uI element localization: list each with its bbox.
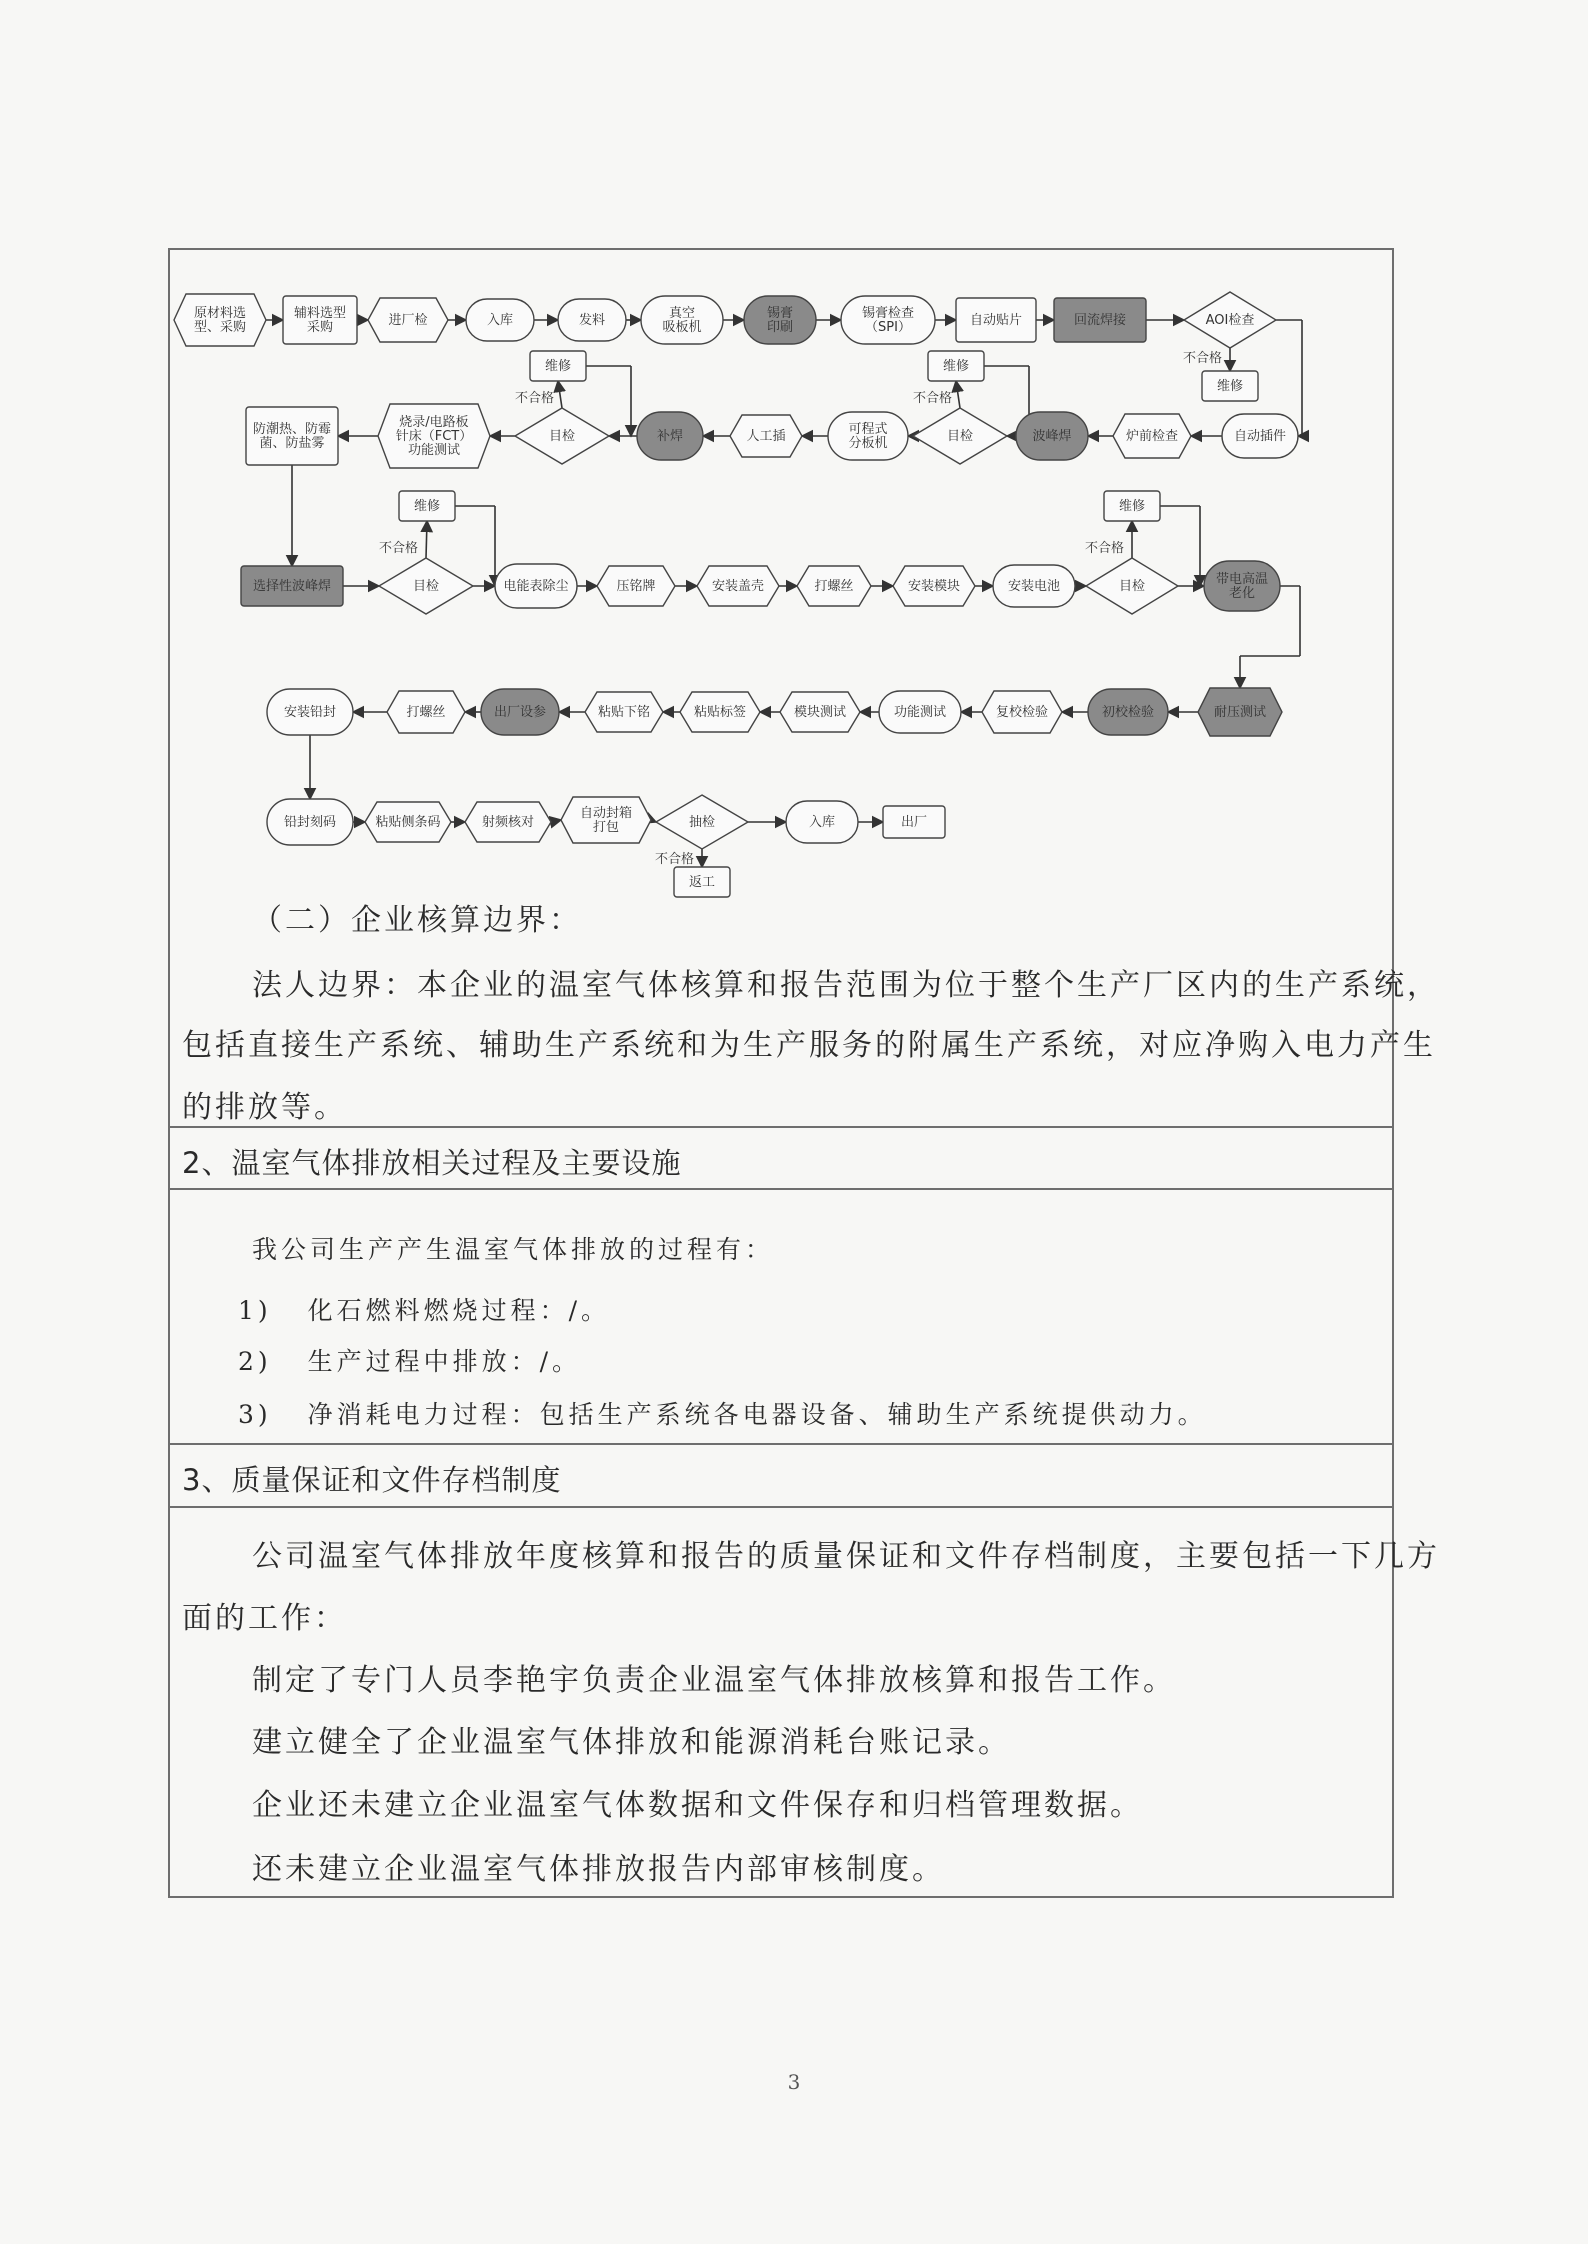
- flow-node-label: 打包: [592, 820, 620, 835]
- section2-intro: 我公司生产产生温室气体排放的过程有：: [252, 1235, 775, 1264]
- flow-node-label: 粘贴标签: [693, 705, 747, 720]
- flow-arrow: [426, 521, 427, 558]
- fail-label: 不合格: [912, 391, 952, 406]
- flow-node-label: 波峰焊: [1032, 429, 1072, 444]
- flow-node-label: 电能表除尘: [503, 579, 569, 594]
- section2-item-3: [238, 1395, 1207, 1431]
- flow-node-label: 自动插件: [1233, 429, 1287, 444]
- flow-node-label: 型、采购: [193, 320, 247, 335]
- fail-label: 不合格: [378, 541, 418, 556]
- flow-node-label: 可程式: [848, 422, 888, 437]
- boundary-heading: （二）企业核算边界：: [252, 903, 582, 938]
- flow-node-label: 防潮热、防霉: [252, 422, 332, 437]
- flow-node-label: 目检: [412, 579, 440, 594]
- flow-node-label: （SPI）: [865, 320, 911, 335]
- section3-line-3: 制定了专门人员李艳宇负责企业温室气体排放核算和报告工作。: [252, 1663, 1176, 1698]
- flow-node-label: 出厂设参: [493, 705, 547, 720]
- flow-node-label: 粘贴侧条码: [375, 815, 441, 830]
- fail-label: 不合格: [654, 852, 694, 867]
- flow-node-label: 辅料选型: [293, 306, 347, 321]
- flow-node-label: 安装铅封: [283, 705, 337, 720]
- flow-node-label: 维修: [544, 359, 572, 374]
- flow-node-label: 目检: [1118, 579, 1146, 594]
- flow-node-label: 维修: [1216, 379, 1244, 394]
- flow-node-label: 复校检验: [995, 705, 1049, 720]
- section2-item-1: [238, 1291, 610, 1327]
- section2-item-2: [238, 1342, 581, 1378]
- flow-node-label: 自动封箱: [579, 806, 633, 821]
- flow-node-label: 射频核对: [481, 815, 535, 830]
- flow-node-label: 模块测试: [793, 705, 847, 720]
- flow-node-label: 功能测试: [407, 443, 461, 458]
- item-number: 3): [238, 1400, 272, 1429]
- flow-node-label: 自动贴片: [969, 313, 1023, 328]
- flow-node-label: 菌、防盐雾: [259, 436, 325, 451]
- flow-node-label: 维修: [413, 499, 441, 514]
- flow-node-label: 耐压测试: [1213, 705, 1267, 720]
- flow-node-label: 目检: [548, 429, 576, 444]
- flow-node-label: 维修: [942, 359, 970, 374]
- flow-node-label: 入库: [486, 313, 514, 328]
- flow-node-label: 入库: [808, 815, 836, 830]
- flow-node-label: 分板机: [848, 436, 888, 451]
- section3-line-2: 面的工作：: [182, 1601, 347, 1636]
- flow-node-label: 针床（FCT）: [395, 429, 473, 444]
- boundary-line-3: 的排放等。: [182, 1090, 347, 1125]
- section3-line-1: 公司温室气体排放年度核算和报告的质量保证和文件存档制度，主要包括一下几方: [252, 1539, 1440, 1574]
- flow-node-label: 抽检: [688, 815, 716, 830]
- flow-node-label: 烧录/电路板: [399, 415, 469, 430]
- flow-arrow: [558, 381, 562, 408]
- flow-node-label: 安装电池: [1007, 579, 1061, 594]
- item-text: 化石燃料燃烧过程：/。: [307, 1296, 611, 1325]
- section3-title: 3、质量保证和文件存档制度: [182, 1463, 562, 1497]
- flow-node-label: 吸板机: [662, 320, 702, 335]
- flow-arrow: [551, 820, 561, 822]
- flow-arrow: [956, 381, 960, 408]
- page-number: 3: [787, 2070, 801, 2094]
- fail-label: 不合格: [1182, 351, 1222, 366]
- flow-node-label: 返工: [688, 875, 716, 890]
- divider: [168, 1506, 1394, 1508]
- flow-node-label: 回流焊接: [1073, 313, 1127, 328]
- divider: [168, 1443, 1394, 1445]
- flow-node-label: 真空: [668, 306, 696, 321]
- item-text: 净消耗电力过程：包括生产系统各电器设备、辅助生产系统提供动力。: [307, 1400, 1207, 1429]
- flow-node-label: 锡膏检查: [861, 306, 915, 321]
- flow-node-label: 出厂: [900, 815, 928, 830]
- flow-node-label: 带电高温: [1215, 572, 1269, 587]
- flow-node-label: 进厂检: [388, 313, 428, 328]
- flow-node-label: 选择性波峰焊: [252, 579, 332, 594]
- fail-label: 不合格: [514, 391, 554, 406]
- flow-node-label: 锡膏: [766, 306, 794, 321]
- flow-node-label: 压铭牌: [616, 579, 656, 594]
- flow-node-label: 维修: [1118, 499, 1146, 514]
- item-text: 生产过程中排放：/。: [307, 1347, 582, 1376]
- section2-title: 2、温室气体排放相关过程及主要设施: [182, 1146, 682, 1180]
- divider: [168, 1188, 1394, 1190]
- divider: [168, 1126, 1394, 1128]
- item-number: 1): [238, 1296, 272, 1325]
- flow-node-label: AOI检查: [1205, 313, 1255, 328]
- fail-label: 不合格: [1084, 541, 1124, 556]
- flow-node-label: 炉前检查: [1125, 429, 1179, 444]
- flow-node-label: 功能测试: [893, 705, 947, 720]
- flow-node-label: 安装盖壳: [711, 579, 765, 594]
- section3-line-4: 建立健全了企业温室气体排放和能源消耗台账记录。: [252, 1725, 1011, 1760]
- flow-node-label: 打螺丝: [814, 579, 854, 594]
- flow-node-label: 人工插: [746, 429, 786, 444]
- section3-line-6: 还未建立企业温室气体排放报告内部审核制度。: [252, 1852, 945, 1887]
- flow-node-label: 采购: [306, 320, 334, 335]
- flow-node-label: 安装模块: [907, 579, 961, 594]
- flow-node-label: 补焊: [656, 429, 684, 444]
- process-flowchart: [170, 250, 1392, 890]
- flow-node-label: 目检: [946, 429, 974, 444]
- flow-node-label: 发料: [578, 313, 606, 328]
- flow-node-label: 粘贴下铭: [597, 705, 651, 720]
- flow-node-label: 老化: [1228, 586, 1256, 601]
- item-number: 2): [238, 1347, 272, 1376]
- boundary-line-1: 法人边界：本企业的温室气体核算和报告范围为位于整个生产厂区内的生产系统，: [252, 968, 1440, 1003]
- flow-node-label: 原材料选: [193, 306, 247, 321]
- flow-node-label: 打螺丝: [406, 705, 446, 720]
- boundary-line-2: 包括直接生产系统、辅助生产系统和为生产服务的附属生产系统，对应净购入电力产生: [182, 1028, 1436, 1063]
- flow-node-label: 初校检验: [1101, 705, 1155, 720]
- flow-node-label: 铅封刻码: [283, 815, 337, 830]
- section3-line-5: 企业还未建立企业温室气体数据和文件保存和归档管理数据。: [252, 1788, 1143, 1823]
- flow-node-label: 印刷: [766, 320, 794, 335]
